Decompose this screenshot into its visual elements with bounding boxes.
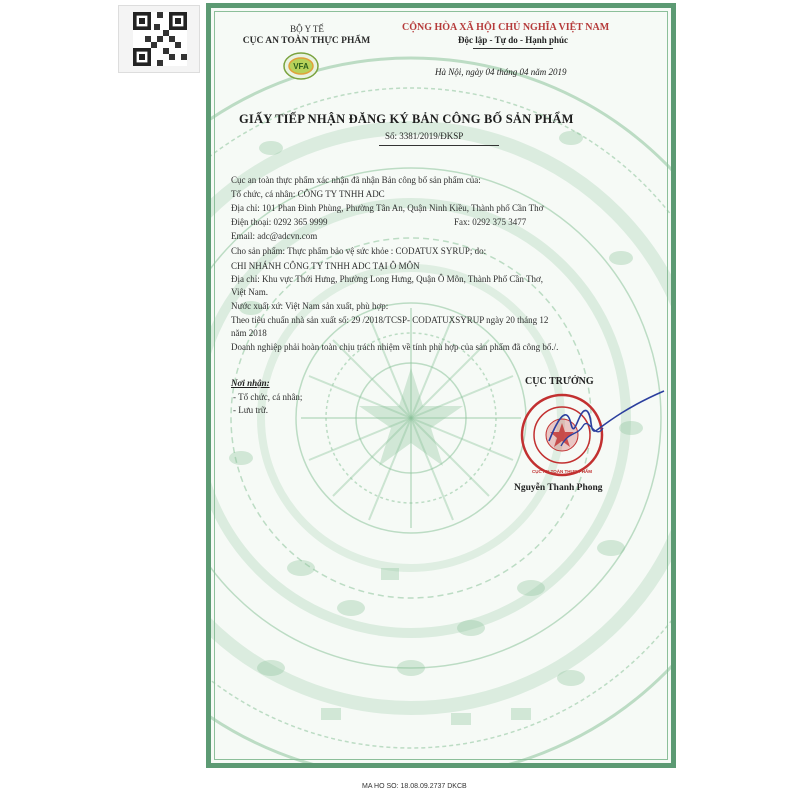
origin-line: Nước xuất xứ: Việt Nam sản xuất, phù hợp: <box>231 301 389 311</box>
standard-line: Theo tiêu chuẩn nhà sản xuất số: 29 /2018/TCSP- CODATUXSYRUP ngày 20 tháng 12 <box>231 315 549 325</box>
department-name: CỤC AN TOÀN THỰC PHẨM <box>242 36 371 46</box>
signer-position: CỤC TRƯỞNG <box>525 376 594 387</box>
seal-text: CỤC AN TOÀN THỰC PHẨM <box>532 469 592 474</box>
signer-name: Nguyễn Thanh Phong <box>514 483 603 493</box>
logo-text: VFA <box>293 62 309 71</box>
organization-line: Tổ chức, cá nhân: CÔNG TY TNHH ADC <box>231 189 385 199</box>
branch-address-line-2: Việt Nam. <box>231 287 268 297</box>
recipient-item: - Tổ chức, cá nhân; <box>233 392 303 402</box>
fax-line: Fax: 0292 375 3477 <box>454 217 527 227</box>
country-name: CỘNG HÒA XÃ HỘI CHỦ NGHĨA VIỆT NAM <box>402 22 610 33</box>
document-number: Số: 3381/2019/ĐKSP <box>385 131 464 141</box>
ministry-name: BỘ Y TẾ <box>290 24 324 34</box>
dossier-code: MA HO SO: 18.08.09.2737 DKCB <box>362 783 467 790</box>
recipient-item: - Lưu trữ. <box>233 405 268 415</box>
document-title: GIẤY TIẾP NHẬN ĐĂNG KÝ BẢN CÔNG BỐ SẢN PHẨM <box>239 112 574 126</box>
qr-code <box>118 5 200 73</box>
recipients-heading: Nơi nhận: <box>231 378 270 388</box>
responsibility-line: Doanh nghiệp phải hoàn toàn chịu trách nhiệm về tính phù hợp của sản phẩm đã công bố./. <box>231 342 559 352</box>
product-line: Cho sản phẩm: Thực phẩm bảo vệ sức khỏe : CODATUX SYRUP; do: <box>231 246 487 256</box>
phone-line: Điện thoại: 0292 365 9999 <box>231 217 328 227</box>
standard-line-2: năm 2018 <box>231 328 267 338</box>
issue-date: Hà Nội, ngày 04 tháng 04 năm 2019 <box>435 67 567 77</box>
certificate <box>206 3 676 768</box>
title-underline <box>379 145 499 146</box>
branch-line: CHI NHÁNH CÔNG TY TNHH ADC TẠI Ô MÔN <box>231 261 420 271</box>
address-line: Địa chỉ: 101 Phan Đình Phùng, Phường Tân An, Quận Ninh Kiều, Thành phố Cần Thơ <box>231 203 544 213</box>
motto-underline <box>473 48 553 49</box>
branch-address-line: Địa chỉ: Khu vực Thới Hưng, Phường Long Hưng, Quận Ô Môn, Thành Phố Cần Thơ, <box>231 274 544 284</box>
email-line: Email: adc@adcvn.com <box>231 231 318 241</box>
national-motto: Độc lập - Tự do - Hạnh phúc <box>458 35 569 45</box>
vfa-logo <box>283 51 319 81</box>
handwritten-signature <box>539 386 669 466</box>
intro-line: Cục an toàn thực phẩm xác nhận đã nhận Bản công bố sản phẩm của: <box>231 175 481 185</box>
